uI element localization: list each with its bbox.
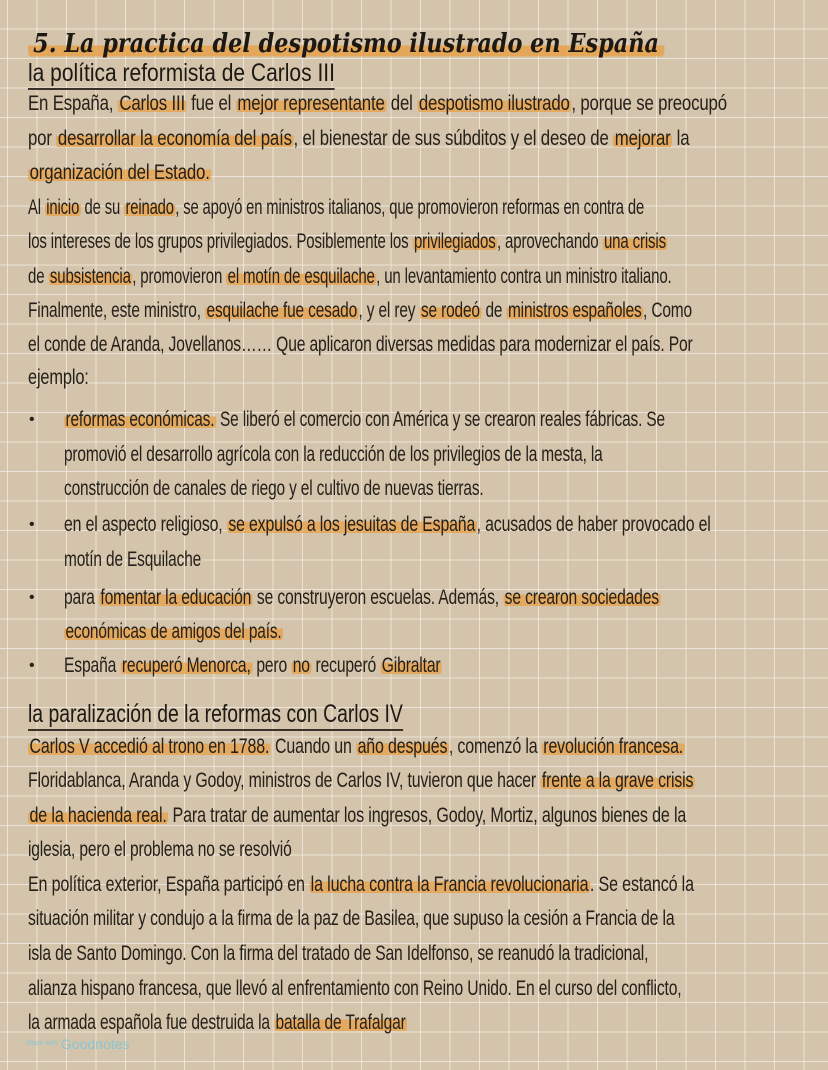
highlight: ministros españoles <box>507 299 642 322</box>
text-segment: Floridablanca, Aranda y Godoy, ministros de Carlos IV, tuvieron que hacer <box>28 769 541 792</box>
highlight: el motín de esquilache <box>227 265 375 288</box>
text-segment: pero <box>252 654 292 677</box>
text-segment: de <box>481 299 507 322</box>
highlight: se crearon sociedades <box>504 586 659 609</box>
list-item <box>64 406 665 434</box>
text-segment: En España, <box>28 92 118 115</box>
list-item-continuation <box>64 546 201 574</box>
text-segment: en el aspecto religioso, <box>64 513 227 536</box>
highlight: Gibraltar <box>381 654 441 677</box>
list-item-continuation <box>64 441 603 469</box>
section-heading-carlos-iii: la política reformista de Carlos III <box>28 58 335 90</box>
text-segment: Finalmente, este ministro, <box>28 299 206 322</box>
goodnotes-watermark <box>26 1035 129 1053</box>
highlight: Carlos III <box>119 92 185 115</box>
highlight: se rodeó <box>420 299 480 322</box>
highlight: frente a la grave crisis <box>541 769 694 792</box>
text-line <box>28 263 672 291</box>
highlight: fomentar la educación <box>100 586 252 609</box>
text-segment: , aprovechando <box>496 230 603 253</box>
text-segment: , promovieron <box>132 265 227 288</box>
bullet-icon: • <box>29 657 35 674</box>
highlight: subsistencia <box>49 265 131 288</box>
text-line <box>28 871 694 899</box>
highlight: desarrollar la economía del país <box>57 127 292 150</box>
text-line <box>28 1009 407 1037</box>
text-line <box>28 940 648 968</box>
highlight: económicas de amigos del país. <box>65 620 282 643</box>
text-line <box>28 802 686 830</box>
list-item <box>64 511 711 539</box>
text-segment: ejemplo: <box>28 366 89 389</box>
highlight: año después <box>357 735 448 758</box>
text-line <box>28 228 667 256</box>
text-segment: la <box>672 127 690 150</box>
list-item <box>64 584 660 612</box>
text-line <box>28 733 685 761</box>
text-line <box>28 331 693 359</box>
text-line <box>28 159 211 187</box>
text-segment: , se apoyó en ministros italianos, que promovieron reformas en contra de <box>175 196 645 219</box>
text-segment: los intereses de los grupos privilegiados. Posiblemente los <box>28 230 413 253</box>
text-segment: , un levantamiento contra un ministro italiano. <box>376 265 672 288</box>
text-segment: recuperó <box>311 654 381 677</box>
highlight: una crisis <box>603 230 666 253</box>
text-segment: motín de Esquilache <box>64 548 202 571</box>
watermark-prefix: Made with <box>26 1040 58 1048</box>
highlight: recuperó Menorca, <box>121 654 251 677</box>
text-segment: Se liberó el comercio con América y se crearon reales fábricas. Se <box>215 408 665 431</box>
page-title <box>28 28 664 60</box>
highlight: de la hacienda real. <box>29 804 167 827</box>
section-heading-carlos-iv: la paralización de la reformas con Carlos IV <box>28 699 403 731</box>
list-item-continuation <box>64 475 484 503</box>
highlight: esquilache fue cesado <box>206 299 358 322</box>
highlight: no <box>292 654 310 677</box>
highlight: organización del Estado. <box>29 161 210 184</box>
text-line <box>28 767 695 795</box>
highlight: reinado <box>125 196 174 219</box>
highlight: privilegiados <box>413 230 496 253</box>
highlight: mejorar <box>614 127 671 150</box>
text-segment: iglesia, pero el problema no se resolvió <box>28 838 292 861</box>
list-item <box>64 652 442 680</box>
highlight: se expulsó a los jesuitas de España <box>228 513 476 536</box>
text-line <box>28 90 727 118</box>
text-segment: Para tratar de aumentar los ingresos, Godoy, Mortiz, algunos bienes de la <box>168 804 687 827</box>
text-segment: En política exterior, España participó en <box>28 873 310 896</box>
bullet-icon: • <box>29 516 35 533</box>
highlight: inicio <box>46 196 80 219</box>
text-segment: fue el <box>186 92 236 115</box>
text-segment: de <box>28 265 49 288</box>
text-segment: la armada española fue destruida la <box>28 1011 275 1034</box>
text-segment: Cuando un <box>270 735 357 758</box>
text-segment: , porque se preocupó <box>571 92 727 115</box>
text-segment: por <box>28 127 57 150</box>
text-line <box>28 194 644 222</box>
highlight: batalla de Trafalgar <box>275 1011 406 1034</box>
highlight: la lucha contra la Francia revolucionaria <box>310 873 589 896</box>
highlight: mejor representante <box>237 92 385 115</box>
text-segment: España <box>64 654 121 677</box>
text-segment: alianza hispano francesa, que llevó al enfrentamiento con Reino Unido. En el curso del conflicto, <box>28 977 682 1000</box>
text-segment: se construyeron escuelas. Además, <box>252 586 504 609</box>
text-segment: de su <box>80 196 125 219</box>
highlight: reformas económicas. <box>65 408 215 431</box>
text-segment: , y el rey <box>358 299 420 322</box>
bullet-icon: • <box>29 589 35 606</box>
text-line <box>28 975 681 1003</box>
text-segment: , Como <box>643 299 692 322</box>
text-segment: del <box>386 92 418 115</box>
text-line <box>28 836 292 864</box>
text-segment: , el bienestar de sus súbditos y el deseo de <box>293 127 614 150</box>
highlight: revolución francesa. <box>543 735 684 758</box>
highlight: despotismo ilustrado <box>418 92 570 115</box>
text-line <box>28 905 674 933</box>
text-segment: Al <box>28 196 45 219</box>
text-segment: el conde de Aranda, Jovellanos…… Que aplicaron diversas medidas para modernizar el país. Por <box>28 333 693 356</box>
title-highlight: 5. La practica del despotismo ilustrado en España <box>28 29 664 59</box>
bullet-icon: • <box>29 411 35 428</box>
text-segment: para <box>64 586 99 609</box>
text-segment: , acusados de haber provocado el <box>476 513 711 536</box>
text-segment: . Se estancó la <box>589 873 694 896</box>
text-line <box>28 125 689 153</box>
highlight: Carlos V accedió al trono en 1788. <box>29 735 270 758</box>
list-item-continuation <box>64 618 283 646</box>
watermark-brand: Goodnotes <box>60 1035 130 1052</box>
text-segment: promovió el desarrollo agrícola con la reducción de los privilegios de la mesta, la <box>64 443 603 466</box>
text-line <box>28 364 89 392</box>
text-line <box>28 297 692 325</box>
text-segment: isla de Santo Domingo. Con la firma del tratado de San Idelfonso, se reanudó la tradicional, <box>28 942 649 965</box>
text-segment: situación militar y condujo a la firma de la paz de Basilea, que supuso la cesión a Francia de la <box>28 907 675 930</box>
text-segment: construcción de canales de riego y el cultivo de nuevas tierras. <box>64 477 484 500</box>
text-segment: , comenzó la <box>448 735 542 758</box>
